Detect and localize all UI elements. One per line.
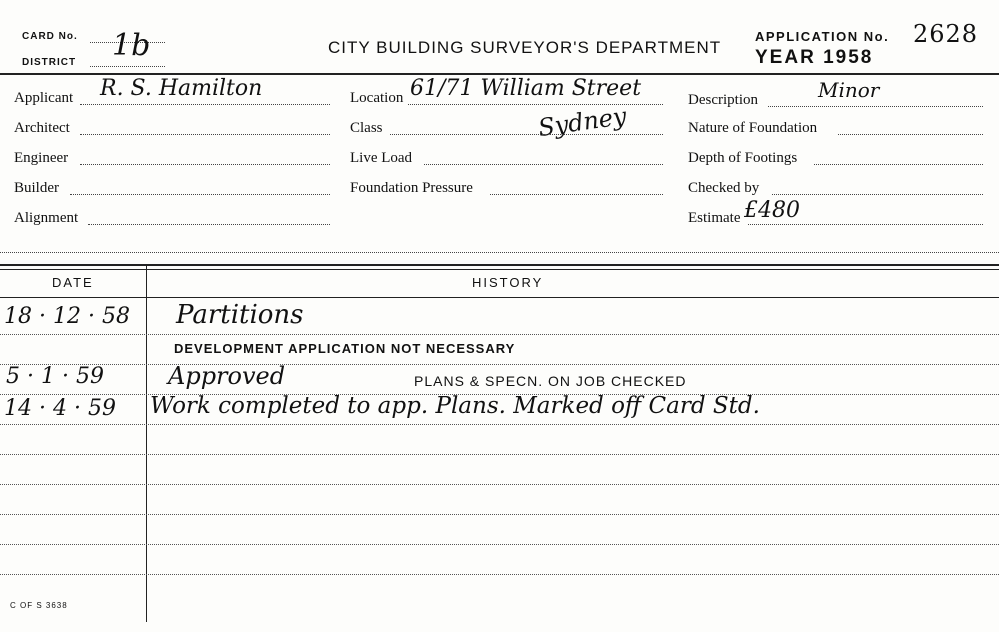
- form-code: C OF S 3638: [10, 601, 68, 610]
- estimate-label: Estimate: [688, 210, 741, 226]
- date-column-header: DATE: [52, 275, 94, 290]
- nature-of-foundation-label: Nature of Foundation: [688, 120, 818, 136]
- engineer-label: Engineer: [14, 150, 69, 166]
- table-row-line: [0, 424, 999, 425]
- foundation-pressure-line: [490, 194, 663, 195]
- checked-by-line: [772, 194, 983, 195]
- alignment-line: [88, 224, 330, 225]
- table-row-line: [0, 364, 999, 365]
- district-value: 1b: [112, 28, 151, 63]
- table-row-line: [0, 514, 999, 515]
- alignment-label: Alignment: [14, 210, 79, 226]
- header-divider: [0, 73, 999, 75]
- builder-line: [70, 194, 330, 195]
- class-line: [390, 134, 663, 135]
- description-value: Minor: [818, 78, 880, 102]
- history-column-header: HISTORY: [472, 275, 544, 290]
- live-load-line: [424, 164, 663, 165]
- history-date-1: 18 · 12 · 58: [4, 304, 130, 329]
- department-title: CITY BUILDING SURVEYOR'S DEPARTMENT: [328, 38, 722, 57]
- live-load-label: Live Load: [350, 150, 413, 166]
- checked-by-label: Checked by: [688, 180, 760, 196]
- history-entry-3: Approved: [168, 362, 286, 390]
- application-no-label: APPLICATION No.: [755, 29, 890, 44]
- table-row-line: [0, 454, 999, 455]
- district-line: [90, 66, 165, 67]
- history-date-4: 14 · 4 · 59: [4, 396, 116, 421]
- engineer-line: [80, 164, 330, 165]
- location-value: 61/71 William Street: [410, 76, 642, 101]
- year-label: YEAR 1958: [755, 47, 874, 68]
- architect-label: Architect: [14, 120, 70, 136]
- history-entry-3-typed: PLANS & SPECN. ON JOB CHECKED: [414, 373, 687, 389]
- nature-of-foundation-line: [838, 134, 983, 135]
- depth-of-footings-line: [814, 164, 983, 165]
- estimate-value: £480: [744, 198, 800, 223]
- applicant-label: Applicant: [14, 90, 74, 106]
- table-row-line: [0, 574, 999, 575]
- description-line: [768, 106, 983, 107]
- history-entry-1: Partitions: [176, 300, 304, 330]
- table-top-rule: [0, 264, 999, 266]
- estimate-line: [748, 224, 983, 225]
- table-row-line: [0, 484, 999, 485]
- builder-label: Builder: [14, 180, 59, 196]
- table-header-rule: [0, 297, 999, 298]
- card-no-label: CARD No.: [22, 31, 78, 42]
- foundation-pressure-label: Foundation Pressure: [350, 180, 473, 196]
- history-entry-2: DEVELOPMENT APPLICATION NOT NECESSARY: [174, 341, 516, 356]
- date-column-divider: [146, 266, 147, 622]
- location-value-suburb: Sydney: [536, 101, 629, 143]
- class-label: Class: [350, 120, 383, 136]
- applicant-value: R. S. Hamilton: [100, 76, 263, 101]
- architect-line: [80, 134, 330, 135]
- applicant-line: [80, 104, 330, 105]
- table-row-line: [0, 334, 999, 335]
- table-top-rule-2: [0, 269, 999, 270]
- description-label: Description: [688, 92, 758, 108]
- history-entry-4: Work completed to app. Plans. Marked off Card Std.: [150, 393, 760, 419]
- table-row-line: [0, 544, 999, 545]
- application-no-value: 2628: [913, 20, 979, 48]
- fields-bottom-line: [0, 252, 999, 253]
- depth-of-footings-label: Depth of Footings: [688, 150, 798, 166]
- history-date-3: 5 · 1 · 59: [6, 364, 104, 389]
- district-label: DISTRICT: [22, 57, 77, 68]
- location-label: Location: [350, 90, 404, 106]
